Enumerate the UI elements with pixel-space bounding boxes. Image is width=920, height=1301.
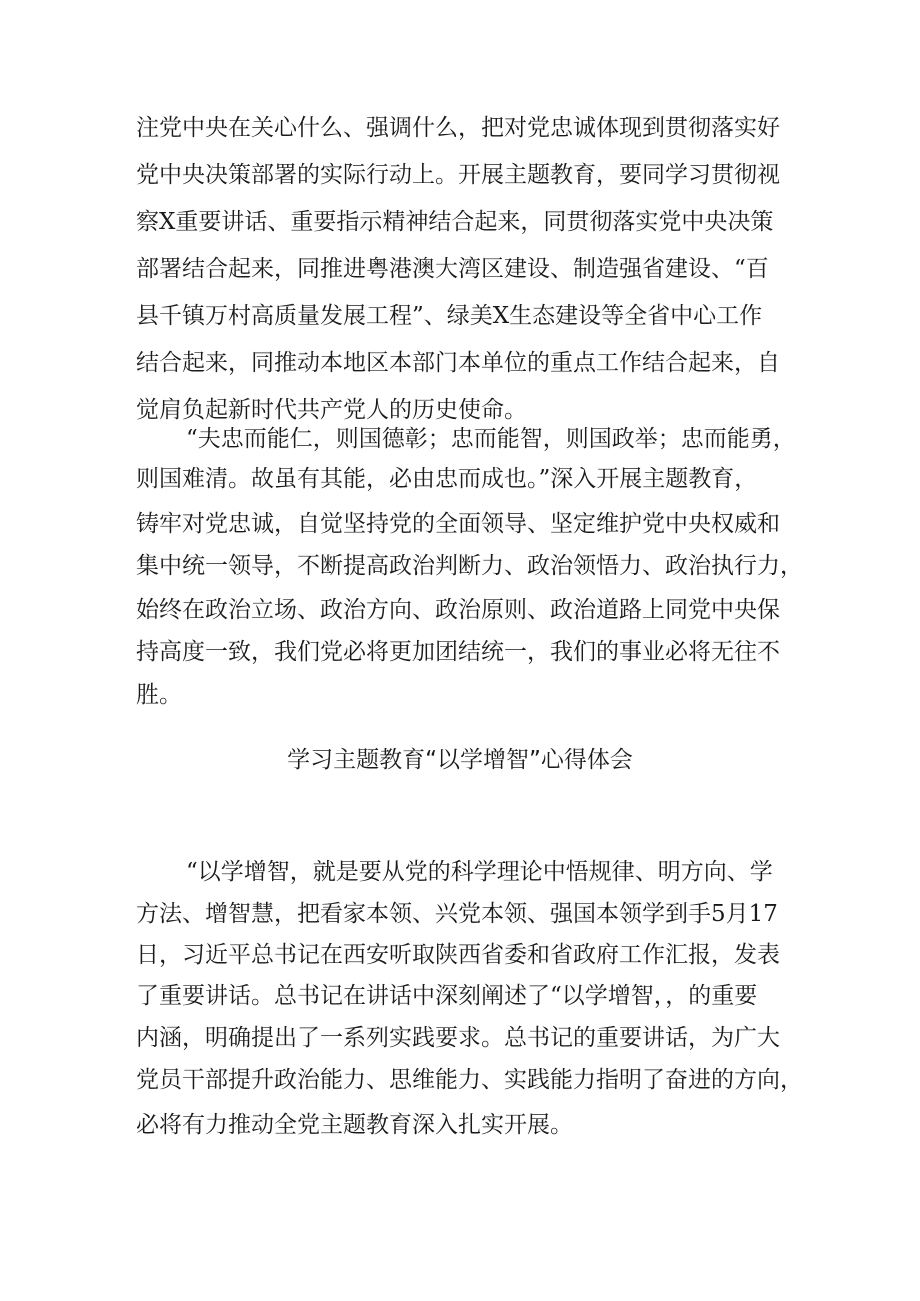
- text-line: 注党中央在关心什么、强调什么，把对党忠诚体现到贯彻落实好: [136, 115, 780, 141]
- text-line: 察X重要讲话、重要指示精神结合起来，同贯彻落实党中央决策: [136, 209, 774, 235]
- text-line: 持高度一致，我们党必将更加团结统一，我们的事业必将无往不: [136, 639, 780, 665]
- section-heading: 学习主题教育“以学增智”心得体会: [287, 747, 633, 773]
- text-line: 集中统一领导，不断提高政治判断力、政治领悟力、政治执行力，: [136, 553, 803, 579]
- text-line: 了重要讲话。总书记在讲话中深刻阐述了“以学增智，，的重要: [136, 983, 758, 1009]
- text-line: 部署结合起来，同推进粤港澳大湾区建设、制造强省建设、“百: [136, 256, 769, 282]
- text-line: 必将有力推动全党主题教育深入扎实开展。: [136, 1112, 573, 1138]
- text-line: 则国难清。故虽有其能，必由忠而成也。”深入开展主题教育，: [136, 466, 758, 492]
- text-line: 日，习近平总书记在西安听取陕西省委和省政府工作汇报，发表: [136, 942, 780, 968]
- text-line: 县千镇万村高质量发展工程”、绿美X生态建设等全省中心工作: [136, 303, 763, 329]
- text-line: 党中央决策部署的实际行动上。开展主题教育，要同学习贯彻视: [136, 162, 780, 188]
- text-line: 始终在政治立场、政治方向、政治原则、政治道路上同党中央保: [136, 597, 780, 623]
- text-line: “以学增智，就是要从党的科学理论中悟规律、明方向、学: [186, 859, 773, 885]
- text-line: 内涵，明确提出了一系列实践要求。总书记的重要讲话，为广大: [136, 1025, 780, 1051]
- text-line: 铸牢对党忠诚，自觉坚持党的全面领导、坚定维护党中央权威和: [136, 511, 780, 537]
- text-line: 觉肩负起新时代共产党人的历史使命。: [136, 397, 527, 423]
- text-line: 胜。: [136, 682, 182, 708]
- text-line: 方法、增智慧，把看家本领、兴党本领、强国本领学到手5月17: [136, 901, 778, 927]
- text-line: 结合起来，同推动本地区本部门本单位的重点工作结合起来，自: [136, 350, 780, 376]
- text-line: 党员干部提升政治能力、思维能力、实践能力指明了奋进的方向，: [136, 1067, 803, 1093]
- text-line: “夫忠而能仁，则国德彰；忠而能智，则国政举；忠而能勇，: [186, 426, 796, 452]
